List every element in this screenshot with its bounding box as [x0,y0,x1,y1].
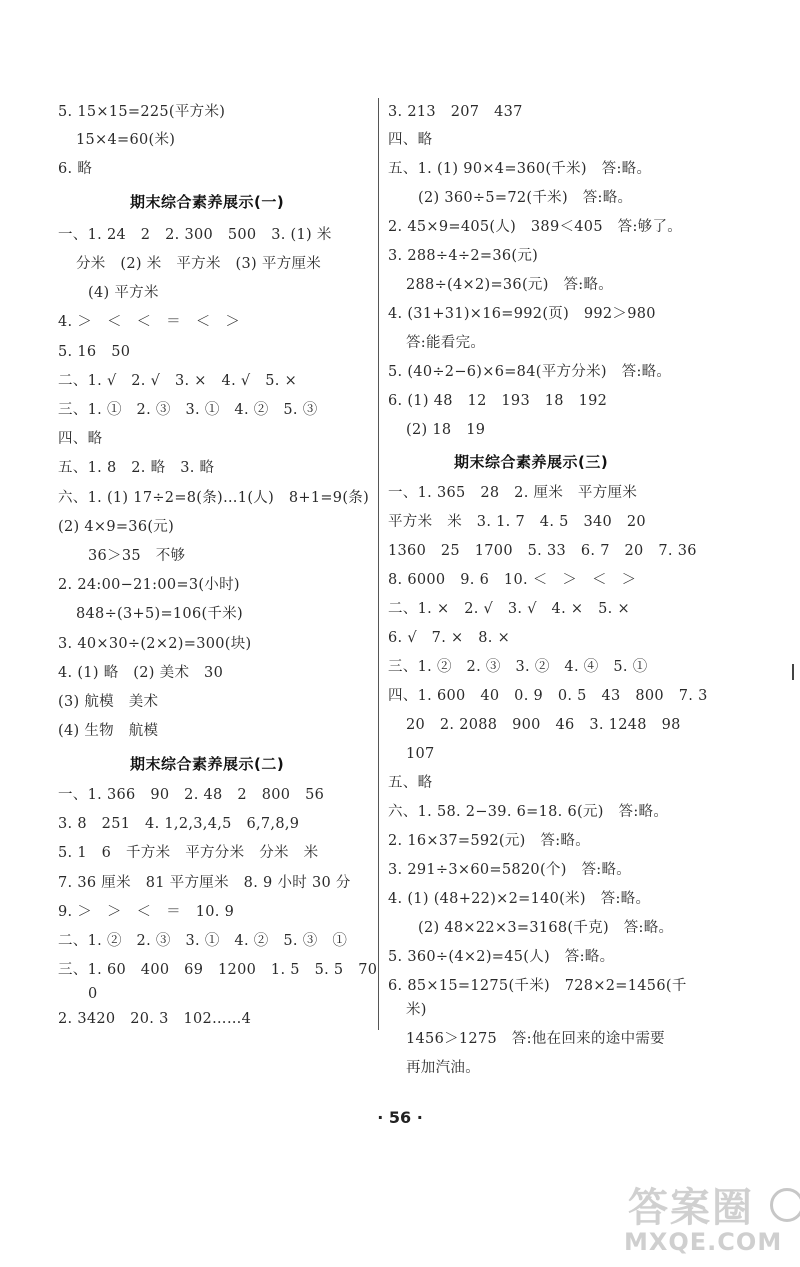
answer-line: 20 2. 2088 900 46 3. 1248 98 [406,717,681,733]
answer-line: 5. 1 6 千方米 平方分米 分米 米 [58,845,319,861]
answer-line: 6. 略 [58,161,93,177]
answer-line: 三、1. 60 400 69 1200 1. 5 5. 5 70 [58,962,378,978]
watermark-cn-text: 答案圈 [628,1185,754,1231]
answer-line: (4) 生物 航模 [58,723,159,739]
answer-line: 二、1. √ 2. √ 3. × 4. √ 5. × [58,373,298,389]
section-title-2: 期末综合素养展示(二) [130,755,285,773]
answer-line: 一、1. 365 28 2. 厘米 平方厘米 [388,485,638,501]
answer-line: 六、1. (1) 17÷2=8(条)…1(人) 8+1=9(条) [58,490,370,506]
answer-line: 3. 288÷4÷2=36(元) [388,248,539,264]
watermark-logo [620,1172,795,1262]
section-title-3: 期末综合素养展示(三) [454,453,609,471]
answer-line: 分米 (2) 米 平方米 (3) 平方厘米 [76,256,322,272]
answer-line: 15×4=60(米) [76,132,176,148]
answer-line: 一、1. 366 90 2. 48 2 800 56 [58,787,325,803]
answer-line: 3. 40×30÷(2×2)=300(块) [58,636,252,652]
answer-line: 三、1. ① 2. ③ 3. ① 4. ② 5. ③ [58,402,318,418]
answer-line: 2. 24:00−21:00=3(小时) [58,577,240,593]
answer-line: 五、1. 8 2. 略 3. 略 [58,460,215,476]
answer-line: 3. 291÷3×60=5820(个) 答:略。 [388,862,632,878]
answer-line: 107 [406,746,435,762]
answer-line: (2) 4×9=36(元) [58,519,175,535]
answer-line: 二、1. ② 2. ③ 3. ① 4. ② 5. ③ ① [58,933,348,949]
answer-line: 848÷(3+5)=106(千米) [76,606,243,622]
answer-line: 四、略 [388,132,433,148]
answer-line: 6. 85×15=1275(千米) 728×2=1456(千 [388,978,687,994]
answer-line: 再加汽油。 [406,1060,480,1076]
answer-line: 5. 16 50 [58,344,131,360]
answer-line: (2) 18 19 [406,422,486,438]
answer-line: 1456＞1275 答:他在回来的途中需要 [406,1031,665,1047]
answer-line: 1360 25 1700 5. 33 6. 7 20 7. 36 [388,543,697,559]
margin-mark [792,664,794,680]
answer-line: 三、1. ② 2. ③ 3. ② 4. ④ 5. ① [388,659,648,675]
answer-line: 8. 6000 9. 6 10. ＜ ＞ ＜ ＞ [388,572,637,588]
answer-line: 米) [406,1002,427,1018]
answer-line: 一、1. 24 2 2. 300 500 3. (1) 米 [58,227,332,243]
answer-line: 0 [88,986,98,1002]
column-divider [378,98,379,1030]
answer-line: 5. (40÷2−6)×6=84(平方分米) 答:略。 [388,364,672,380]
answer-line: 四、略 [58,431,103,447]
answer-line: 3. 8 251 4. 1,2,3,4,5 6,7,8,9 [58,816,300,832]
watermark-en-text: MXQE.COM [624,1228,783,1256]
answer-line: 6. (1) 48 12 193 18 192 [388,393,608,409]
answer-line: 六、1. 58. 2−39. 6=18. 6(元) 答:略。 [388,804,669,820]
answer-line: 2. 45×9=405(人) 389＜405 答:够了。 [388,219,683,235]
answer-line: 5. 360÷(4×2)=45(人) 答:略。 [388,949,615,965]
answer-line: 7. 36 厘米 81 平方厘米 8. 9 小时 30 分 [58,875,351,891]
answer-line: 五、1. (1) 90×4=360(千米) 答:略。 [388,161,652,177]
answer-line: 平方米 米 3. 1. 7 4. 5 340 20 [388,514,646,530]
answer-line: 36＞35 不够 [88,548,186,564]
answer-line: (2) 48×22×3=3168(千克) 答:略。 [418,920,674,936]
answer-line: 2. 16×37=592(元) 答:略。 [388,833,591,849]
answer-line: 4. (1) (48+22)×2=140(米) 答:略。 [388,891,651,907]
answer-line: 答:能看完。 [406,335,486,351]
page-number: · 56 · [377,1108,423,1127]
answer-line: 9. ＞ ＞ ＜ ＝ 10. 9 [58,904,235,920]
answer-line: (4) 平方米 [88,285,159,301]
answer-line: 四、1. 600 40 0. 9 0. 5 43 800 7. 3 [388,688,708,704]
section-title-1: 期末综合素养展示(一) [130,193,285,211]
answer-line: 二、1. × 2. √ 3. √ 4. × 5. × [388,601,630,617]
answer-line: 4. (31+31)×16=992(页) 992＞980 [388,306,656,322]
answer-line: (2) 360÷5=72(千米) 答:略。 [418,190,633,206]
answer-line: 5. 15×15=225(平方米) [58,104,226,120]
answer-line: 4. (1) 略 (2) 美术 30 [58,665,224,681]
answer-line: 6. √ 7. × 8. × [388,630,511,646]
answer-line: 288÷(4×2)=36(元) 答:略。 [406,277,614,293]
answer-line: 4. ＞ ＜ ＜ ＝ ＜ ＞ [58,314,241,330]
answer-line: 五、略 [388,775,433,791]
answer-line: (3) 航模 美术 [58,694,159,710]
answer-line: 3. 213 207 437 [388,104,523,120]
watermark-circle-icon [770,1188,800,1222]
answer-line: 2. 3420 20. 3 102……4 [58,1011,252,1027]
